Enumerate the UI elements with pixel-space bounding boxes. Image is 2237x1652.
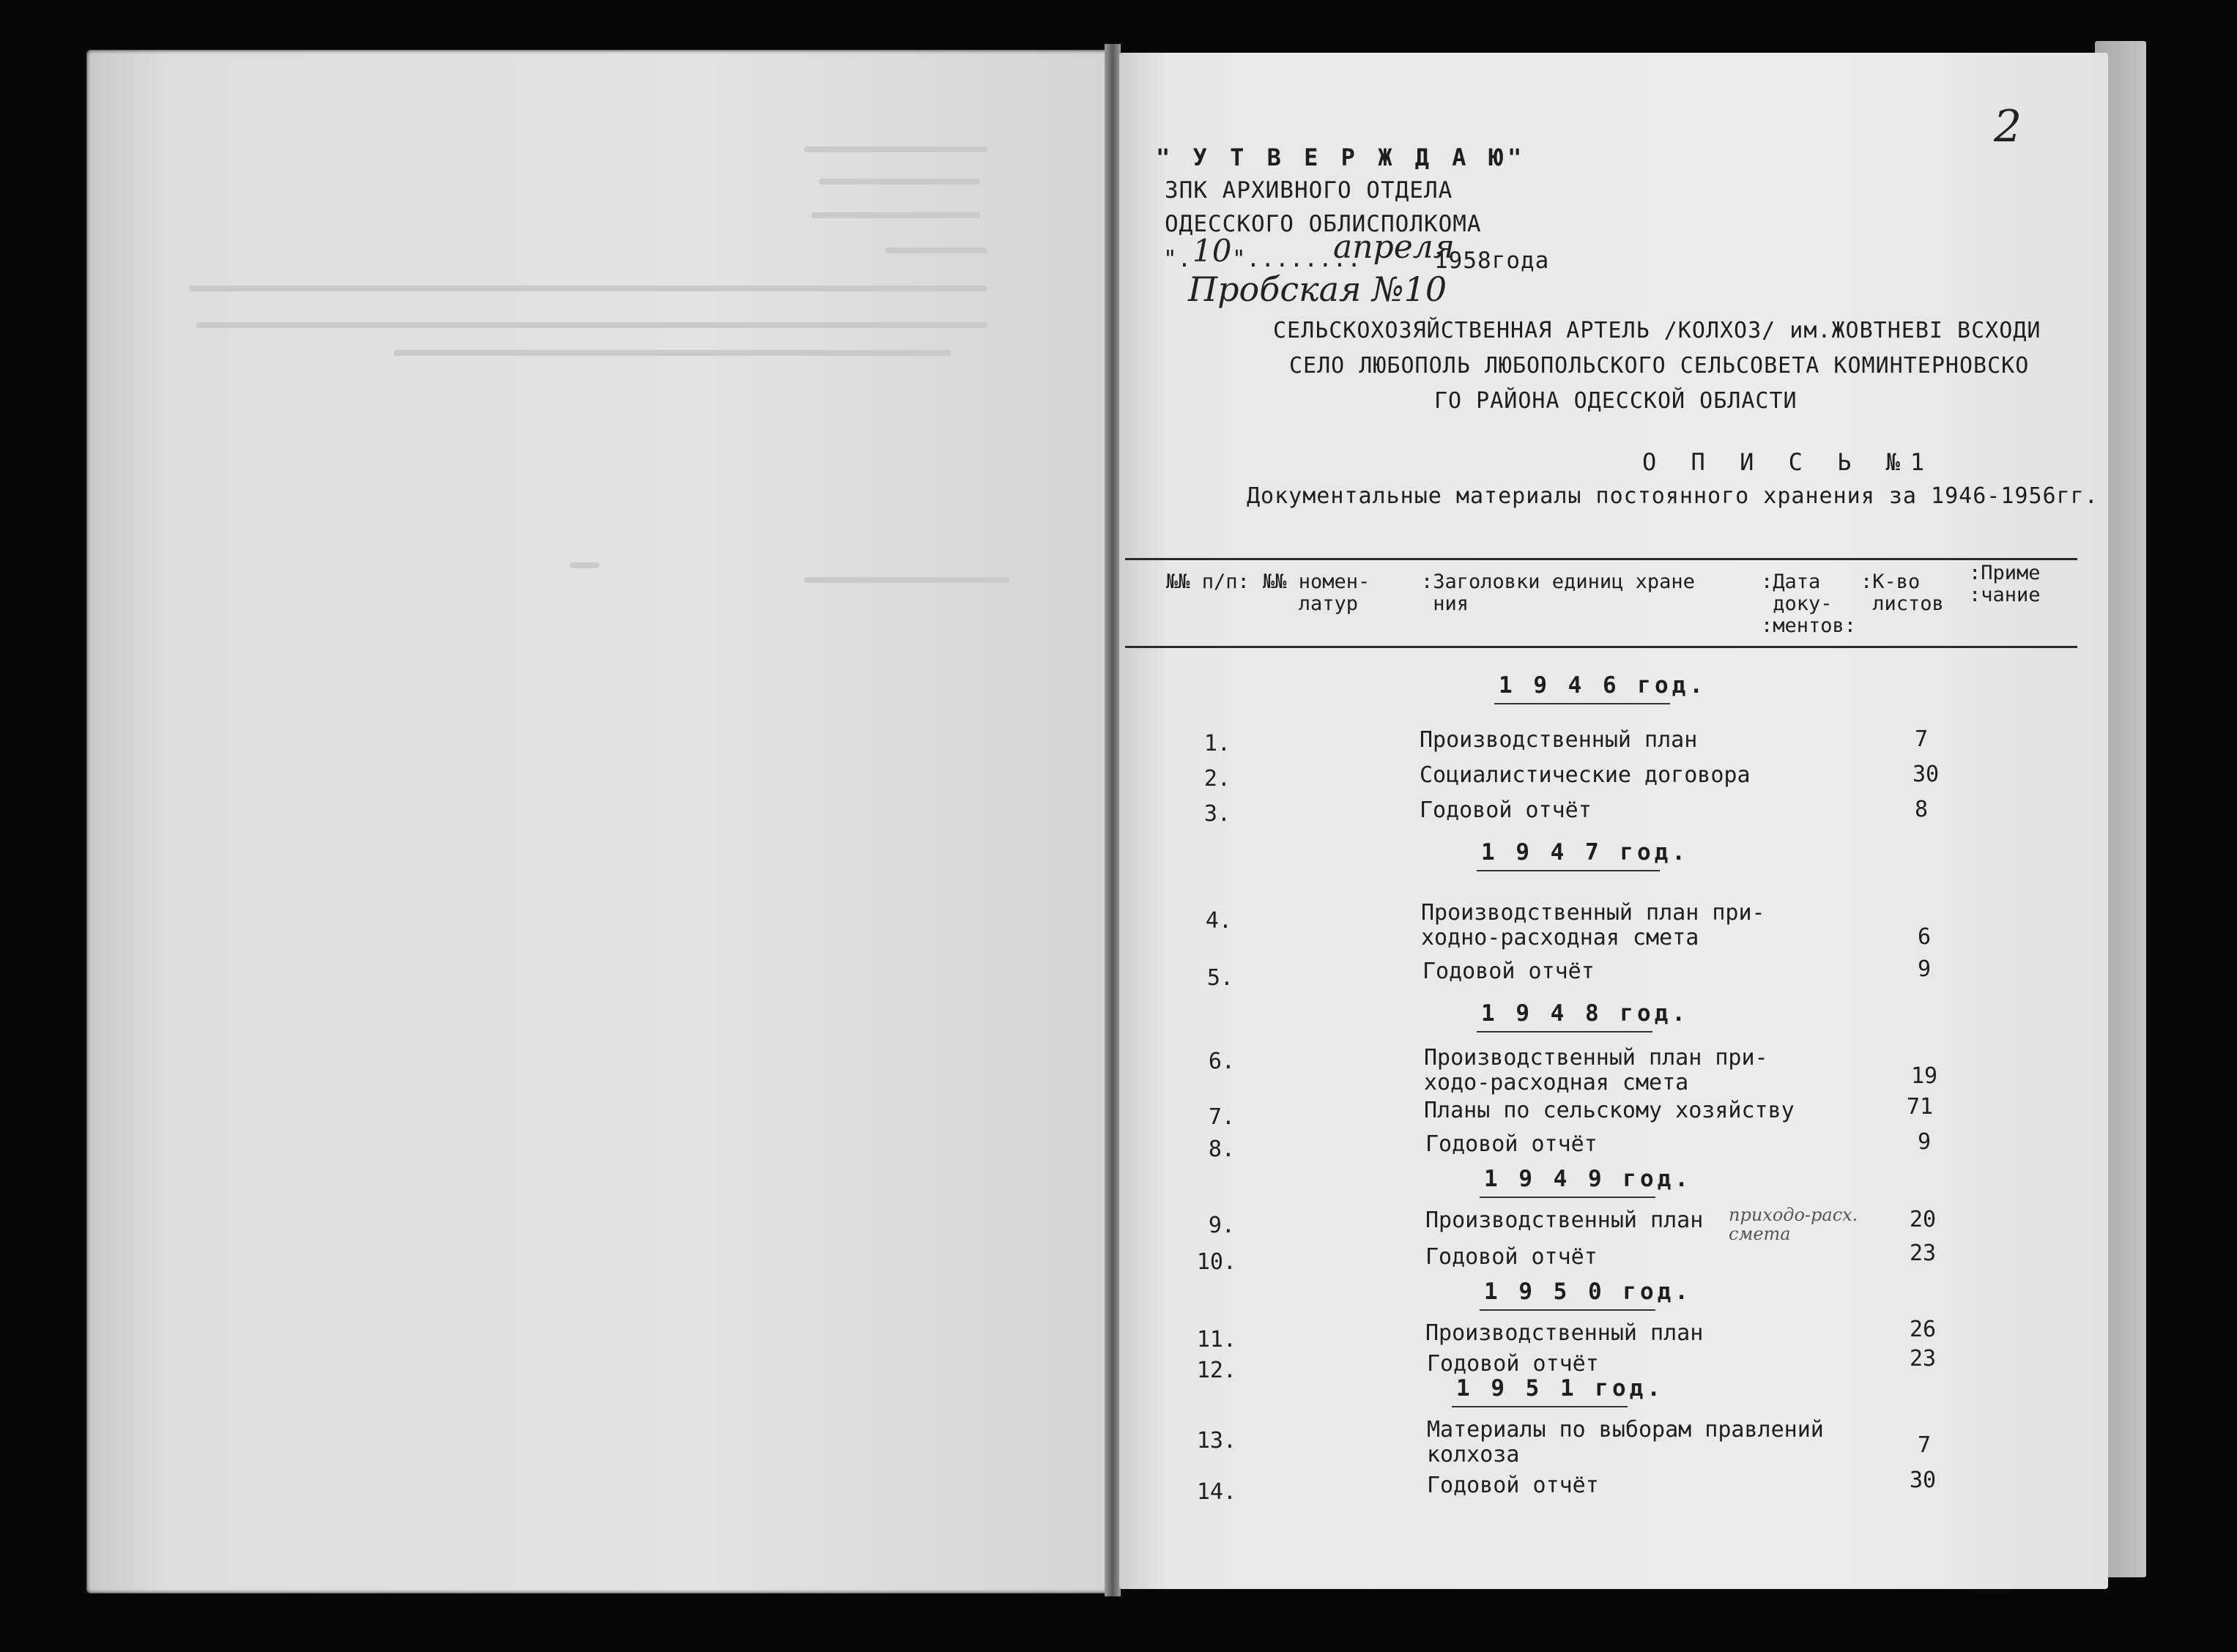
row-count: 7	[1914, 726, 1929, 752]
row-title: Годовой отчёт	[1420, 797, 1592, 823]
row-number: 11.	[1196, 1327, 1236, 1353]
row-count: 9	[1917, 956, 1932, 982]
institution-line-1: СЕЛЬСКОХОЗЯЙСТВЕННАЯ АРТЕЛЬ /КОЛХОЗ/ им.ЖОВТНЕВІ ВСХОДИ	[1273, 318, 2041, 343]
column-header-notes: :Приме :чание	[1969, 562, 2041, 606]
row-title: Производственный план	[1420, 727, 1698, 753]
signature: Пробская №10	[1188, 269, 1447, 309]
column-header-dates: :Дата доку- :ментов:	[1761, 570, 1857, 637]
row-count: 30	[1909, 1467, 1937, 1493]
row-number: 2.	[1203, 766, 1231, 792]
row-count: 30	[1912, 762, 1940, 787]
row-number: 6.	[1208, 1049, 1235, 1074]
row-number: 7.	[1208, 1104, 1235, 1130]
handwritten-annotation: приходо-расх. смета	[1729, 1205, 1858, 1244]
row-count: 23	[1909, 1240, 1937, 1266]
bleed-through-mark	[812, 212, 980, 218]
row-count: 19	[1910, 1063, 1938, 1089]
row-title: Производственный план при- ходо-расходная смета	[1424, 1045, 1768, 1095]
bleed-through-mark	[570, 562, 599, 568]
row-number: 8.	[1208, 1136, 1235, 1162]
year-heading-1951: 1 9 5 1 год.	[1456, 1375, 1664, 1402]
row-title: Годовой отчёт	[1422, 959, 1595, 984]
year-heading-1947: 1 9 4 7 год.	[1481, 839, 1689, 866]
row-number: 13.	[1196, 1428, 1236, 1454]
year-underline	[1477, 1031, 1652, 1032]
year-heading-1950: 1 9 5 0 год.	[1484, 1279, 1692, 1305]
row-title: Годовой отчёт	[1425, 1131, 1598, 1157]
approval-line-2: ОДЕССКОГО ОБЛИСПОЛКОМА	[1165, 211, 1482, 237]
row-count: 8	[1914, 797, 1929, 822]
row-number: 5.	[1206, 965, 1233, 991]
approval-date-month: апреля	[1333, 228, 1455, 266]
bleed-through-mark	[819, 179, 980, 185]
document-title: О П И С Ь №1	[1642, 448, 1935, 476]
row-count: 9	[1917, 1129, 1932, 1155]
row-title: Производственный план при- ходно-расходная смета	[1421, 900, 1765, 950]
year-underline	[1477, 870, 1660, 871]
row-number: 12.	[1196, 1358, 1236, 1383]
bleed-through-mark	[196, 322, 987, 328]
approval-date-year: 1958года	[1434, 248, 1550, 274]
row-count: 23	[1909, 1346, 1937, 1372]
bleed-through-mark	[394, 350, 951, 356]
approval-date-prefix: ".	[1163, 246, 1192, 272]
row-number: 10.	[1196, 1249, 1236, 1275]
year-underline	[1452, 1406, 1628, 1407]
row-number: 9.	[1208, 1213, 1235, 1238]
approval-date-dots: "........	[1232, 246, 1362, 272]
year-heading-1948: 1 9 4 8 год.	[1481, 1000, 1689, 1027]
row-title: Материалы по выборам правлений колхоза	[1427, 1417, 1824, 1467]
approval-line-1: ЗПК АРХИВНОГО ОТДЕЛА	[1165, 177, 1453, 204]
left-page	[86, 50, 1113, 1593]
row-title: Годовой отчёт	[1425, 1244, 1598, 1270]
bleed-through-mark	[885, 248, 987, 253]
row-title: Планы по сельскому хозяйству	[1424, 1098, 1795, 1123]
row-count: 7	[1917, 1432, 1932, 1458]
year-underline	[1480, 1197, 1655, 1198]
row-title: Социалистические договора	[1420, 762, 1751, 788]
approval-stamp-title: " У Т В Е Р Ж Д А Ю"	[1156, 144, 1526, 171]
row-title: Производственный план	[1425, 1320, 1704, 1346]
row-count: 20	[1909, 1207, 1937, 1232]
book-gutter	[1105, 44, 1121, 1596]
row-number: 1.	[1203, 731, 1231, 756]
approval-date-day: 10	[1192, 233, 1232, 269]
row-number: 4.	[1205, 908, 1232, 934]
row-number: 14.	[1196, 1479, 1236, 1505]
row-count: 6	[1917, 924, 1932, 950]
bleed-through-mark	[189, 286, 987, 291]
institution-line-2: СЕЛО ЛЮБОПОЛЬ ЛЮБОПОЛЬСКОГО СЕЛЬСОВЕТА КОМИНТЕРНОВСКО	[1289, 353, 2030, 379]
year-heading-1946: 1 9 4 6 год.	[1499, 672, 1707, 699]
institution-line-3: ГО РАЙОНА ОДЕССКОЙ ОБЛАСТИ	[1434, 388, 1798, 414]
year-underline	[1480, 1309, 1655, 1311]
row-count: 26	[1909, 1317, 1937, 1342]
table-top-rule	[1125, 558, 2077, 560]
column-header-heading: :Заголовки единиц хране ния	[1421, 570, 1695, 615]
row-title: Годовой отчёт	[1427, 1351, 1599, 1377]
column-header-nomenclature: №№ номен- латур	[1263, 570, 1370, 615]
document-subtitle: Документальные материалы постоянного хранения за 1946-1956гг.	[1247, 483, 2099, 509]
row-title: Годовой отчёт	[1427, 1473, 1599, 1498]
page-number: 2	[1994, 101, 2022, 152]
row-title: Производственный план	[1425, 1208, 1704, 1233]
row-number: 3.	[1203, 801, 1231, 827]
row-count: 71	[1906, 1094, 1934, 1120]
column-header-num: №№ п/п:	[1166, 570, 1250, 593]
year-underline	[1494, 703, 1670, 704]
column-header-count: :К-во листов	[1861, 570, 1944, 615]
bleed-through-mark	[804, 146, 987, 152]
year-heading-1949: 1 9 4 9 год.	[1484, 1166, 1692, 1192]
bleed-through-mark	[804, 577, 1009, 583]
table-header-rule	[1125, 646, 2077, 648]
